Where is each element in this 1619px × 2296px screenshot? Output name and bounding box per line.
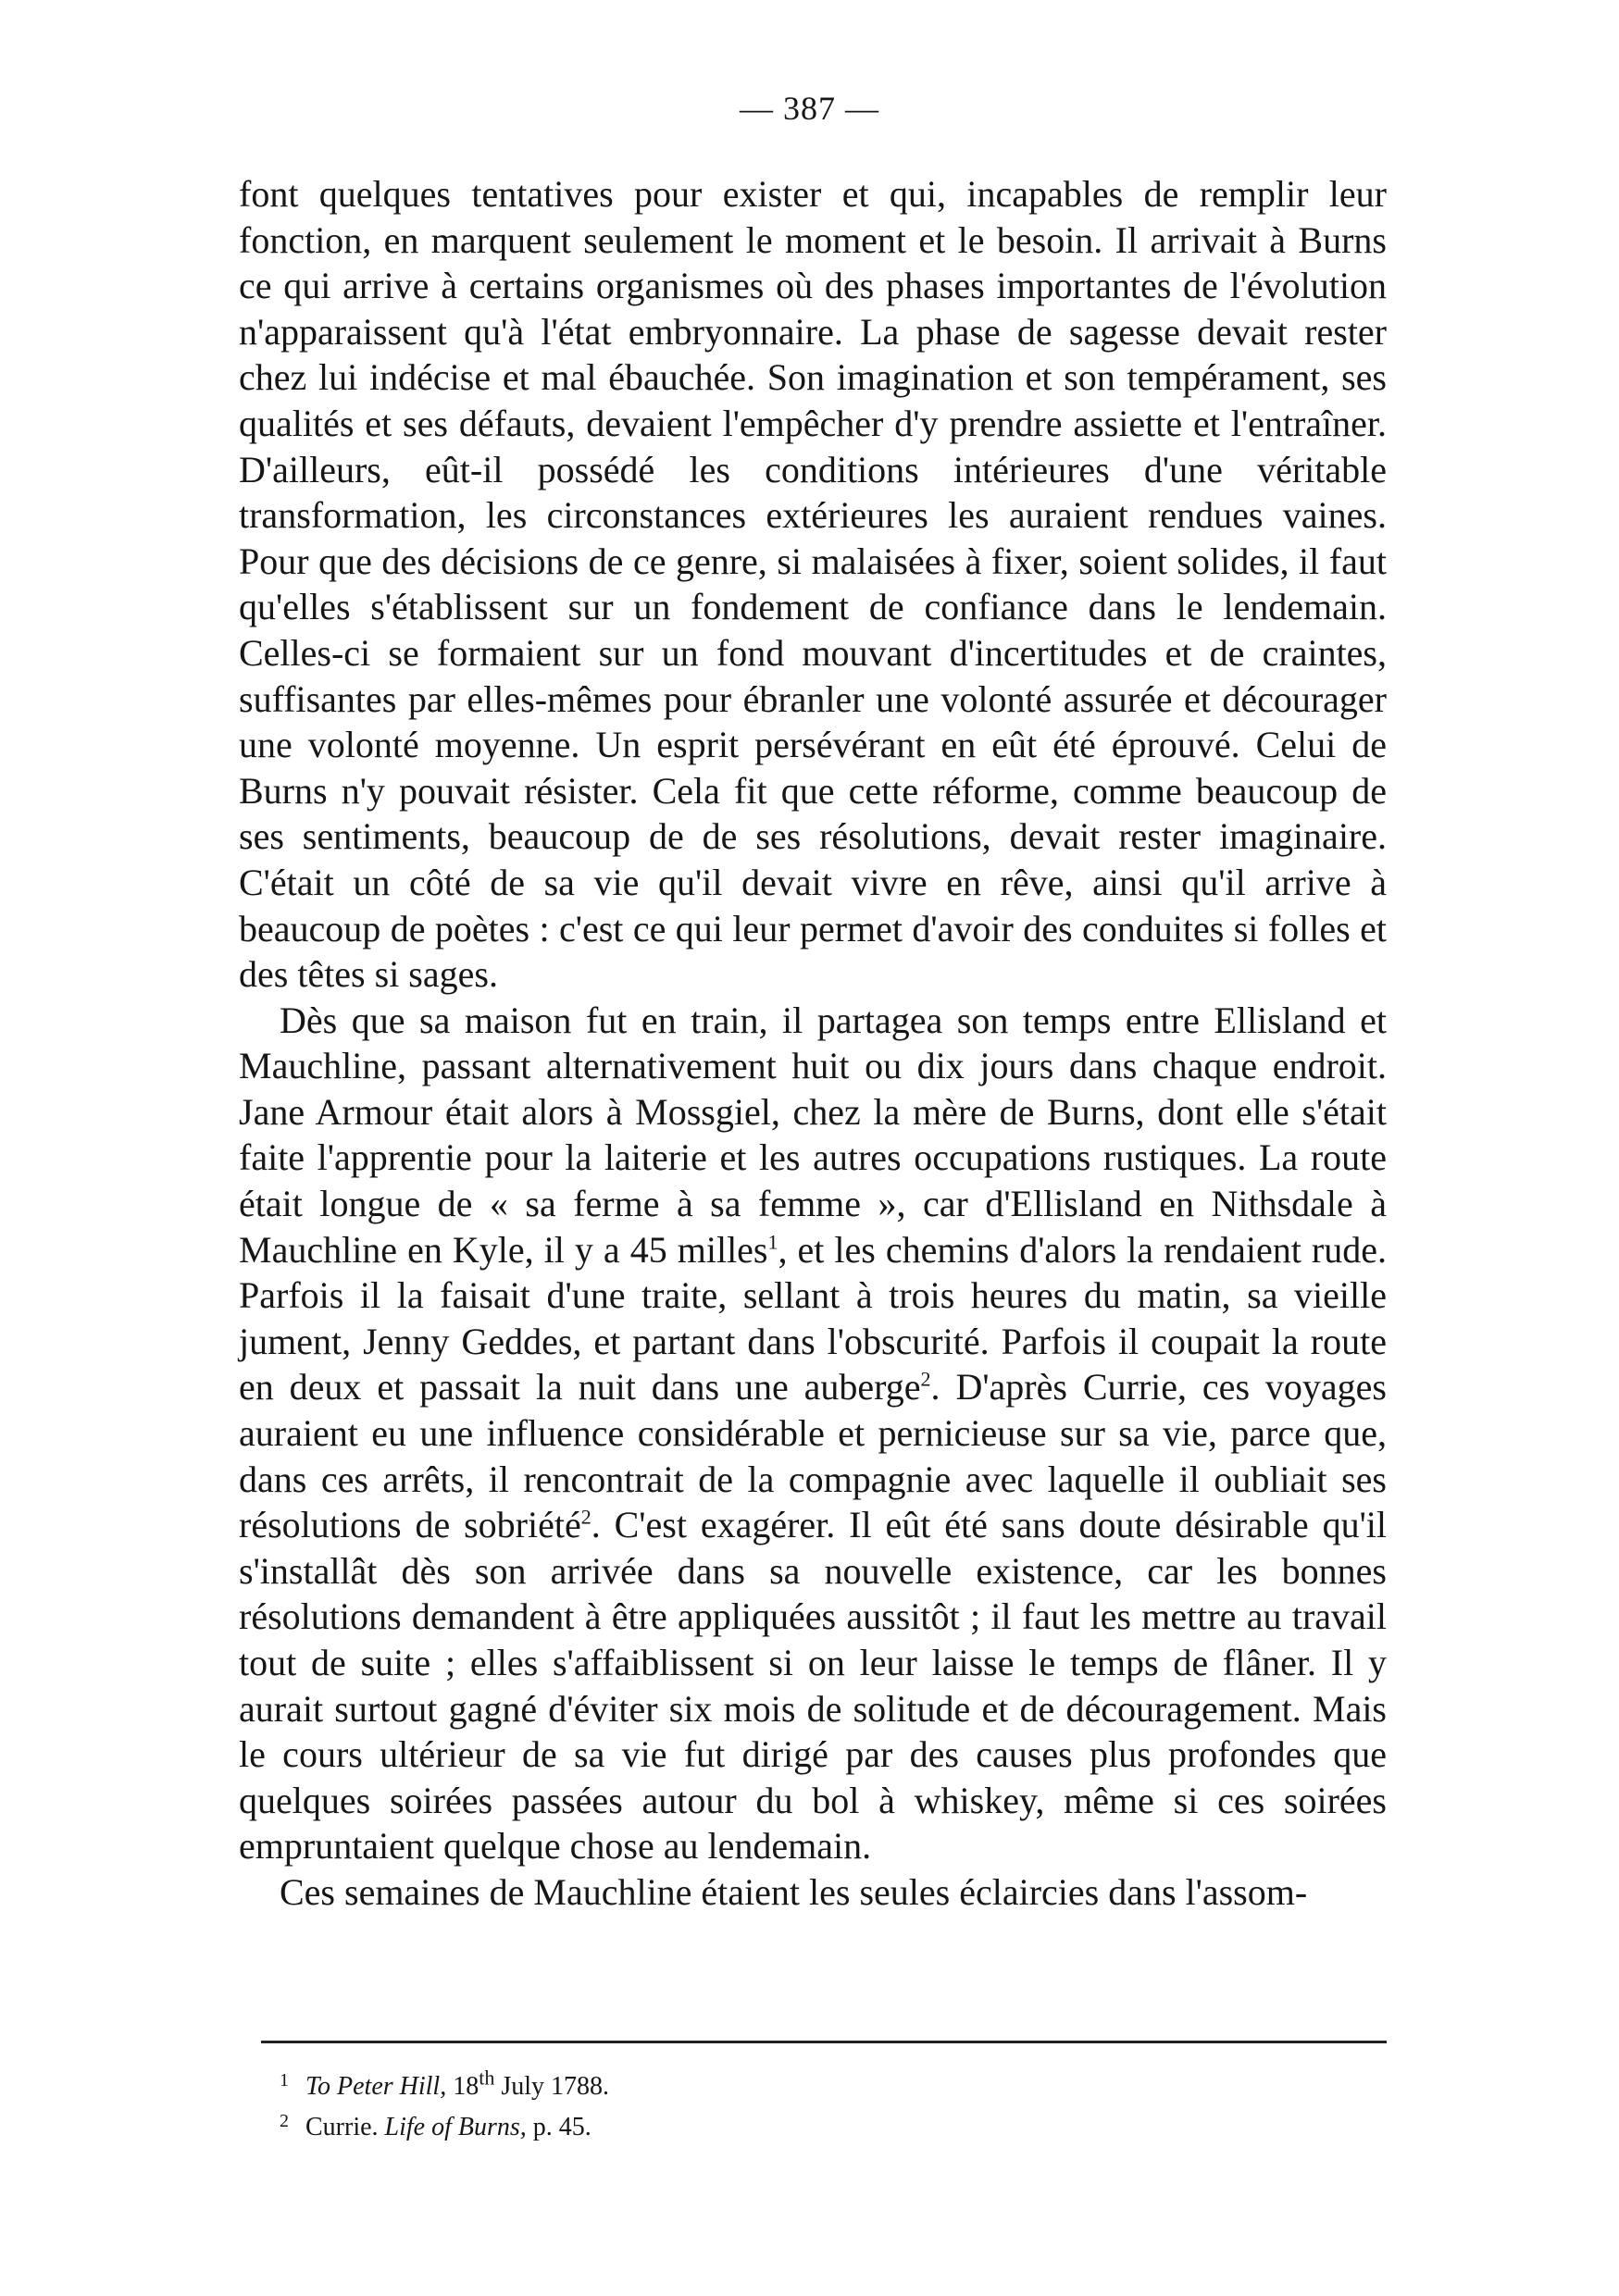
paragraph-3: Ces semaines de Mauchline étaient les seules éclaircies dans l'assom- — [280, 1870, 1308, 1913]
paragraph-2-part-b: , et les chemins d'alors la rendaient rude. Parfois il la faisait d'une traite, sellant à trois heures du matin, sa vieille jument, Jenny Geddes, et partant dans l'obscurité. Parfois il coupait la route en deux et passait la nuit dans une auberge — [239, 1228, 1387, 1409]
footnote-1 — [280, 2066, 1298, 2107]
paragraph-2-part-d: . C'est exagérer. Il eût été sans doute désirable qu'il s'installât dès son arrivée dans sa nouvelle existence, car les bonnes résolutions demandent à être appliquées aussitôt ; il faut les mettre au travail tout de suite ; elles s'affaiblissent si on leur laisse le temps de flâner. Il y aurait surtout gagné d'éviter six mois de solitude et de découragement. Mais le cours ultérieur de sa vie fut dirigé par des causes plus profondes que quelques soirées passées autour du bol à whiskey, même si ces soirées empruntaient quelque chose au lendemain. — [239, 1504, 1388, 1868]
paragraph-2 — [239, 998, 1387, 1869]
footnote-2-title: Life of Burns, — [384, 2113, 527, 2141]
footnote-1-marker: 1 — [280, 2070, 289, 2091]
footnotes — [280, 2066, 1298, 2148]
footnote-1-date: July 1788. — [494, 2072, 610, 2101]
footnote-ref-2: 2 — [920, 1368, 931, 1392]
page-number: — 387 — — [740, 90, 879, 127]
footnote-2-author: Currie. — [305, 2113, 385, 2141]
footnote-ref-2b: 2 — [580, 1505, 592, 1529]
paragraph-1: font quelques tentatives pour exister et qui, incapables de remplir leur fonction, en marquent seulement le moment et le besoin. Il arrivait à Burns ce qui arrive à certains organismes où des phases importantes de l'évolution n'apparaissent qu'à l'état embryonnaire. La phase de sagesse devait rester chez lui indécise et mal ébauchée. Son imagination et son tempérament, ses qualités et ses défauts, devaient l'empêcher d'y prendre assiette et l'entraîner. D'ailleurs, eût-il possédé les conditions intérieures d'une véritable transformation, les circonstances extérieures les auraient rendues vaines. Pour que des décisions de ce genre, si malaisées à fixer, soient solides, il faut qu'elles s'établissent sur un fondement de confiance dans le lendemain. Celles-ci se formaient sur un fond mouvant d'incertitudes et de craintes, suffisantes par elles-mêmes pour ébranler une volonté assurée et décourager une volonté moyenne. Un esprit persévérant en eût été éprouvé. Celui de Burns n'y pouvait résister. Cela fit que cette réforme, comme beaucoup de ses sentiments, beaucoup de de ses résolutions, devait rester imaginaire. C'était un côté de sa vie qu'il devait vivre en rêve, ainsi qu'il arrive à beaucoup de poètes : c'est ce qui leur permet d'avoir des conduites si folles et des têtes si sages. — [239, 173, 1387, 996]
footnote-2-page: p. 45. — [526, 2113, 592, 2141]
paragraph-2-part-a: Dès que sa maison fut en train, il partagea son temps entre Ellisland et Mauchline, passant alternativement huit ou dix jours dans chaque endroit. Jane Armour était alors à Mossgiel, chez la mère de Burns, dont elle s'était faite l'apprentie pour la laiterie et les autres occupations rustiques. La route était longue de « sa ferme à sa femme », car d'Ellisland en Nithsdale à Mauchline en Kyle, il y a 45 milles — [239, 999, 1387, 1271]
footnote-1-title: To Peter Hill, — [305, 2072, 447, 2101]
paragraph-2-part-c: . D'après Currie, ces voyages auraient eu une influence considérable et pernicieuse sur sa vie, parce que, dans ces arrêts, il rencontrait de la compagnie avec laquelle il oubliait ses résolutions de sobriété — [239, 1366, 1387, 1546]
footnote-2-marker: 2 — [280, 2111, 289, 2131]
footnote-ref-1: 1 — [767, 1230, 778, 1254]
footnote-1-ordinal-suffix: th — [479, 2066, 495, 2090]
footnote-rule — [261, 2041, 1387, 2043]
footnote-2 — [280, 2107, 1298, 2148]
footnote-1-day: 18 — [453, 2072, 479, 2101]
body-text — [239, 171, 1387, 1916]
